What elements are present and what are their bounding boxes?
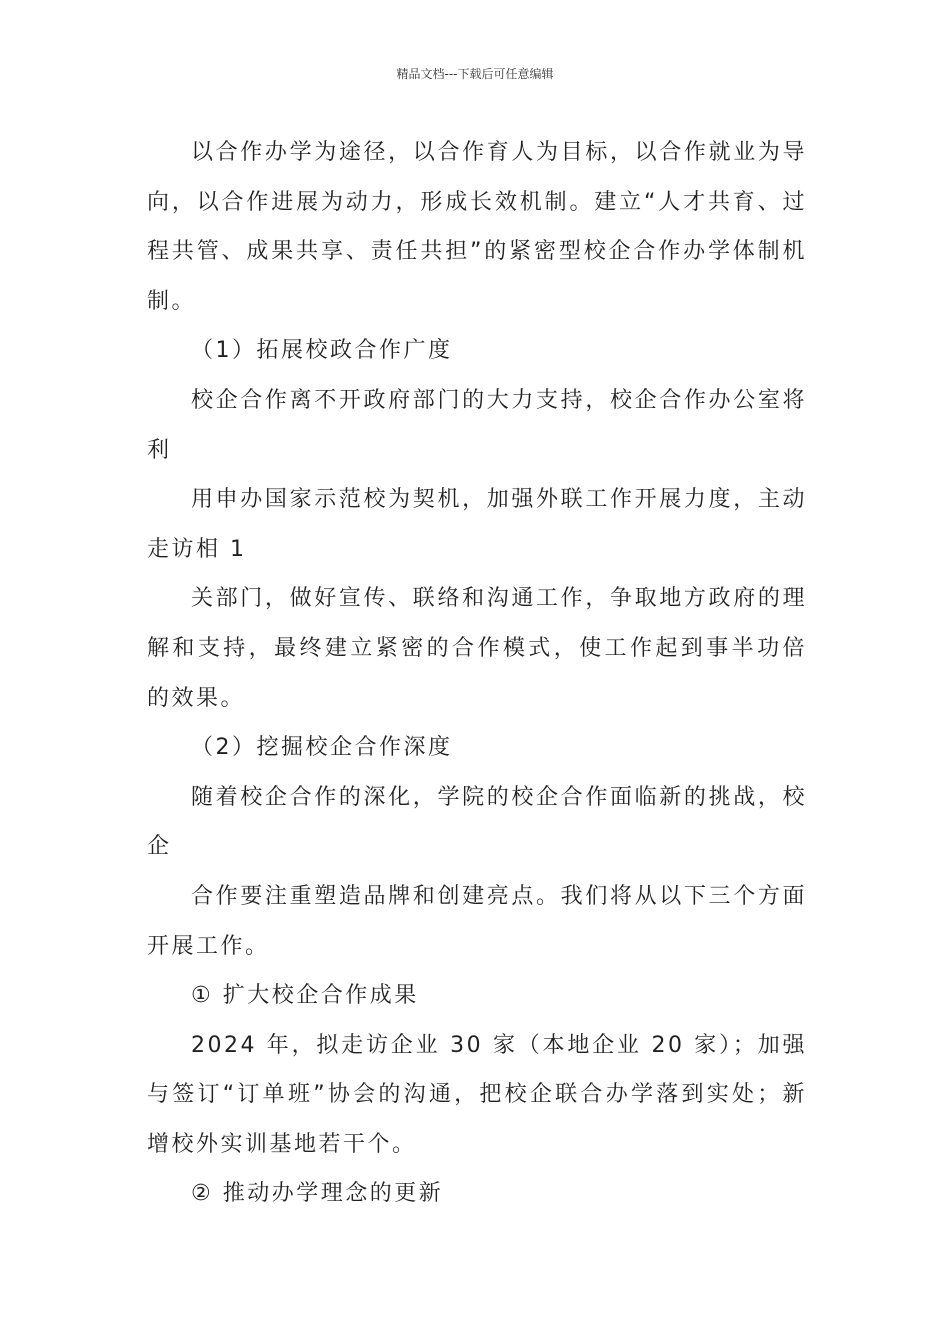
paragraph-section-1-b: 用申办国家示范校为契机，加强外联工作开展力度，主动走访相 1 — [147, 487, 807, 562]
paragraph-item-1: 2024 年，拟走访企业 30 家（本地企业 20 家）；加强与签订“订单班”协会的沟通，把校企联合办学落到实处；新增校外实训基地若干个。 — [147, 1032, 807, 1157]
paragraph-section-1-a: 校企合作离不开政府部门的大力支持，校企合作办公室将利 — [147, 387, 807, 463]
document-body — [147, 128, 807, 1219]
paragraph-section-2-b: 合作要注重塑造品牌和创建亮点。我们将从以下三个方面开展工作。 — [147, 883, 807, 959]
heading-section-1: （1）拓展校政合作广度 — [191, 338, 453, 364]
heading-item-1: ① 扩大校企合作成果 — [191, 983, 419, 1009]
heading-item-2: ② 推动办学理念的更新 — [191, 1181, 444, 1207]
heading-section-2: （2）挖掘校企合作深度 — [191, 735, 453, 761]
paragraph-section-2-a: 随着校企合作的深化，学院的校企合作面临新的挑战，校企 — [147, 784, 807, 860]
paragraph-intro: 以合作办学为途径，以合作育人为目标，以合作就业为导向，以合作进展为动力，形成长效机制。建立“人才共育、过程共管、成果共享、责任共担”的紧密型校企合作办学体制机制。 — [147, 140, 807, 314]
paragraph-section-1-c: 关部门，做好宣传、联络和沟通工作，争取地方政府的理解和支持，最终建立紧密的合作模式，使工作起到事半功倍的效果。 — [147, 586, 807, 711]
page-header: 精品文档---下载后可任意编辑 — [396, 67, 554, 81]
